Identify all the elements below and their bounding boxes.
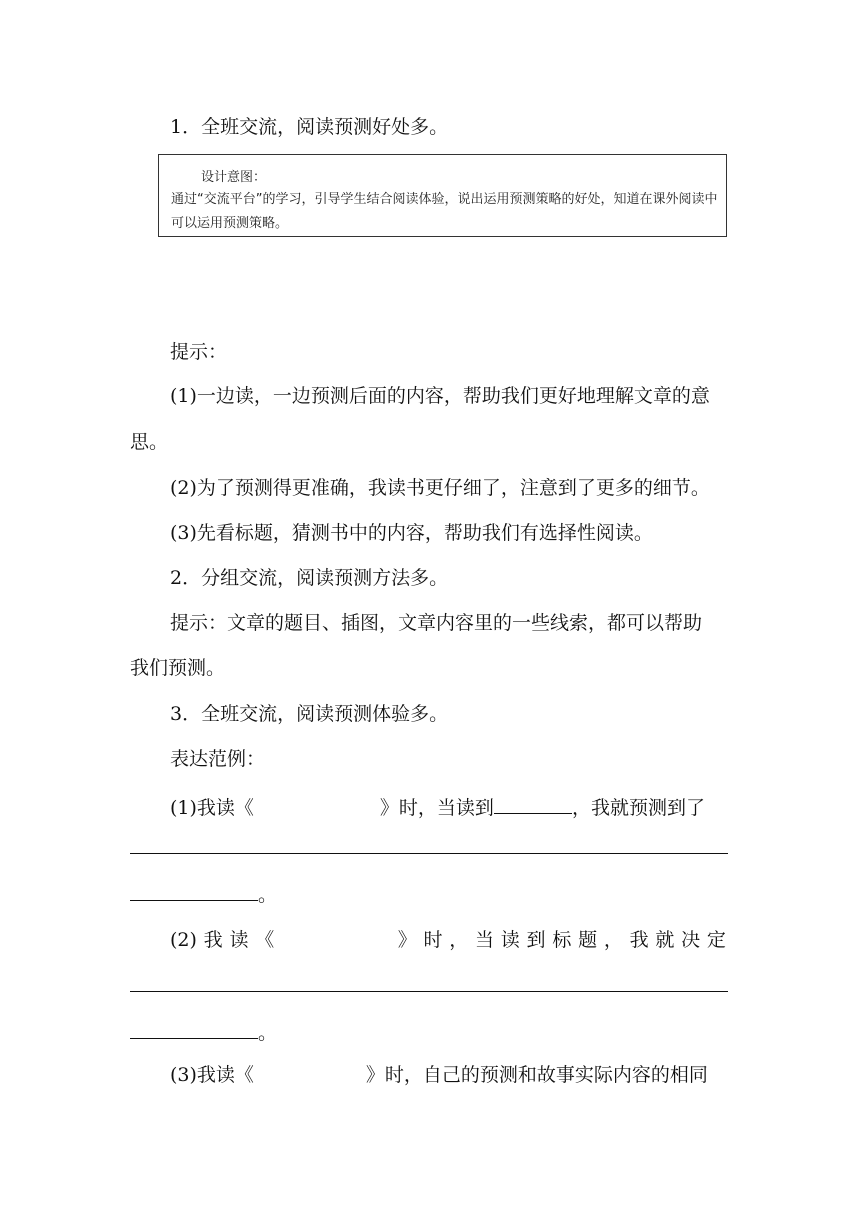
example-2-char: 时 bbox=[423, 929, 443, 951]
example-2-end: 。 bbox=[258, 1022, 278, 1044]
example-2-char: 当 bbox=[475, 929, 495, 951]
example-2-char: 到 bbox=[526, 929, 546, 951]
section3-heading: 3．全班交流，阅读预测体验多。 bbox=[170, 703, 449, 725]
hint-b-line-2: 我们预测。 bbox=[130, 657, 226, 679]
hint-label: 提示： bbox=[170, 341, 228, 363]
example-1-prefix: (1)我读《 bbox=[170, 797, 254, 819]
hint-2: (2)为了预测得更准确，我读书更仔细了，注意到了更多的细节。 bbox=[170, 477, 710, 499]
section1-heading: 1．全班交流，阅读预测好处多。 bbox=[170, 116, 449, 138]
design-intent-title: 设计意图： bbox=[201, 170, 267, 185]
example-3-suffix: 》时，自己的预测和故事实际内容的相同 bbox=[365, 1064, 708, 1086]
example-1-end: 。 bbox=[258, 884, 278, 906]
example-1-suffix: ，我就预测到了 bbox=[571, 797, 705, 819]
example-2-char: ， bbox=[603, 929, 623, 951]
example-2-char: (2) bbox=[170, 929, 197, 951]
design-intent-box bbox=[158, 154, 727, 237]
example-3-prefix: (3)我读《 bbox=[170, 1064, 254, 1086]
hint-3: (3)先看标题，猜测书中的内容，帮助我们有选择性阅读。 bbox=[170, 522, 653, 544]
example-2-char: 标 bbox=[552, 929, 572, 951]
example-2-char: ， bbox=[449, 929, 469, 951]
example-1-answer-line[interactable] bbox=[130, 853, 728, 854]
design-intent-text: 通过“交流平台”的学习，引导学生结合阅读体验，说出运用预测策略的好处，知道在课外阅读中可以运用预测策略。 bbox=[171, 192, 718, 231]
example-2-char: 读 bbox=[229, 929, 249, 951]
example-1-answer-line-short[interactable] bbox=[130, 900, 258, 901]
hint-1-line-1: (1)一边读，一边预测后面的内容，帮助我们更好地理解文章的意 bbox=[170, 385, 710, 407]
example-2 bbox=[170, 931, 726, 950]
example-2-char: 》 bbox=[397, 929, 417, 951]
example-2-char: 读 bbox=[500, 929, 520, 951]
example-2-char: 题 bbox=[578, 929, 598, 951]
example-1-blank[interactable] bbox=[494, 796, 572, 814]
example-3 bbox=[170, 1066, 708, 1085]
example-2-answer-line-short[interactable] bbox=[130, 1038, 258, 1039]
example-2-char: 我 bbox=[629, 929, 649, 951]
example-2-char: 就 bbox=[655, 929, 675, 951]
hint-1-line-2: 思。 bbox=[130, 431, 169, 453]
hint-b-line-1: 提示：文章的题目、插图，文章内容里的一些线索，都可以帮助 bbox=[170, 612, 703, 634]
example-2-answer-line[interactable] bbox=[130, 991, 728, 992]
example-2-char: 《 bbox=[255, 929, 275, 951]
example-1 bbox=[170, 796, 705, 818]
example-label: 表达范例： bbox=[170, 748, 266, 770]
example-2-char: 我 bbox=[203, 929, 223, 951]
section2-heading: 2．分组交流，阅读预测方法多。 bbox=[170, 567, 449, 589]
example-1-mid: 》时，当读到 bbox=[379, 797, 494, 819]
example-2-char: 定 bbox=[706, 929, 726, 951]
example-2-char: 决 bbox=[681, 929, 701, 951]
